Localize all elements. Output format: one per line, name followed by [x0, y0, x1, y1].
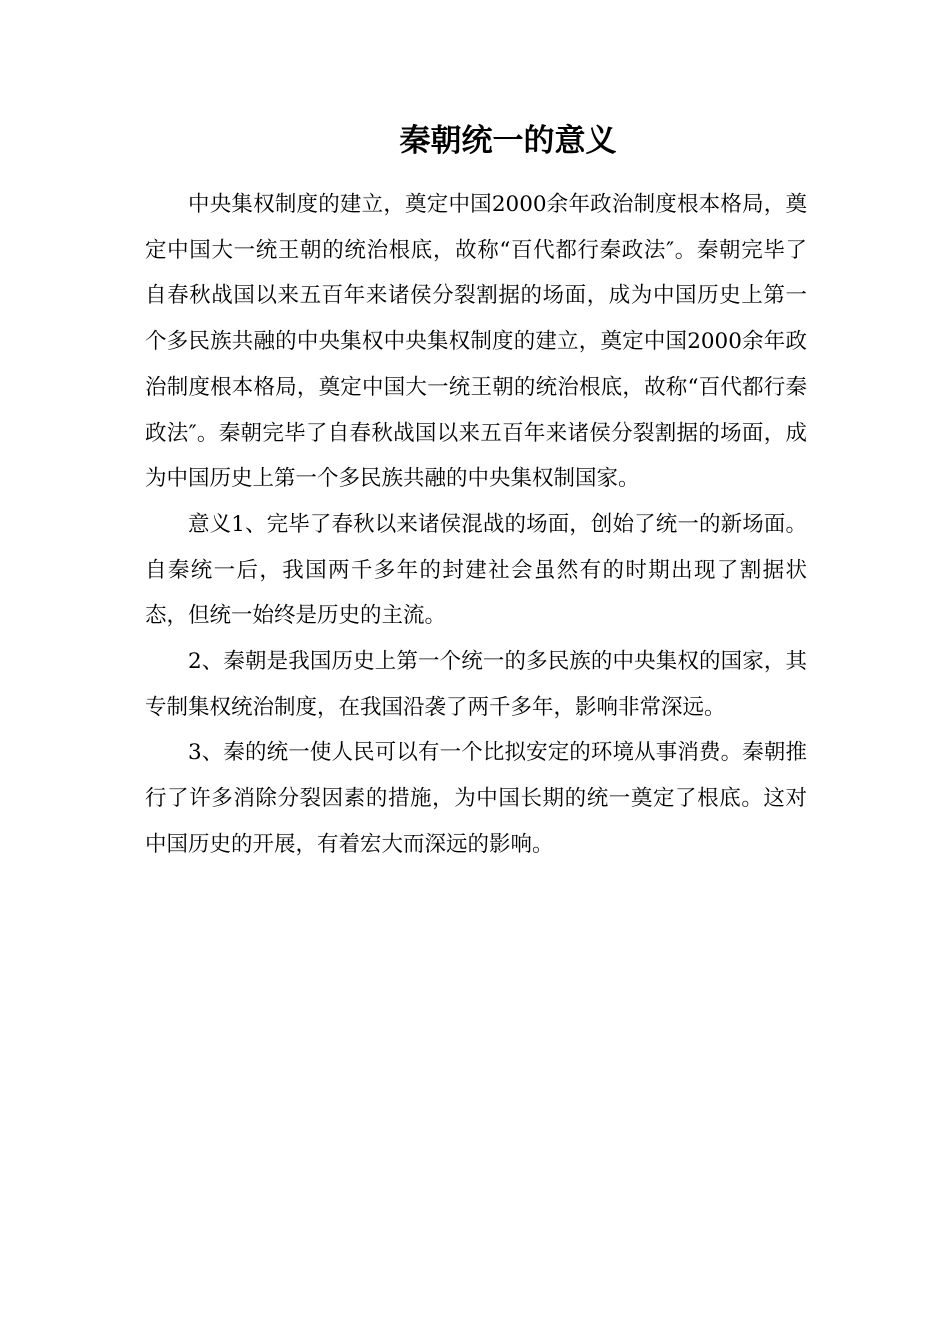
- paragraph-4: 3、秦的统一使人民可以有一个比拟安定的环境从事消费。秦朝推行了许多消除分裂因素的措施，为中国长期的统一奠定了根底。这对中国历史的开展，有着宏大而深远的影响。: [145, 740, 807, 857]
- paragraph-3: 2、秦朝是我国历史上第一个统一的多民族的中央集权的国家，其专制集权统治制度，在我国沿袭了两千多年，影响非常深远。: [145, 649, 807, 720]
- paragraph-1: 中央集权制度的建立，奠定中国2000余年政治制度根本格局，奠定中国大一统王朝的统治根底，故称“百代都行秦政法″。秦朝完毕了自春秋战国以来五百年来诸侯分裂割据的场面，成为中国历史上第一个多民族共融的中央集权中央集权制度的建立，奠定中国2000余年政治制度根本格局，奠定中国大一统王朝的统治根底，故称“百代都行秦政法″。秦朝完毕了自春秋战国以来五百年来诸侯分裂割据的场面，成为中国历史上第一个多民族共融的中央集权制国家。: [145, 192, 807, 492]
- paragraph-2: 意义1、完毕了春秋以来诸侯混战的场面，创始了统一的新场面。自秦统一后，我国两千多年的封建社会虽然有的时期出现了割据状态，但统一始终是历史的主流。: [145, 511, 807, 629]
- document-title: 秦朝统一的意义: [399, 123, 617, 159]
- document-body: [145, 182, 807, 868]
